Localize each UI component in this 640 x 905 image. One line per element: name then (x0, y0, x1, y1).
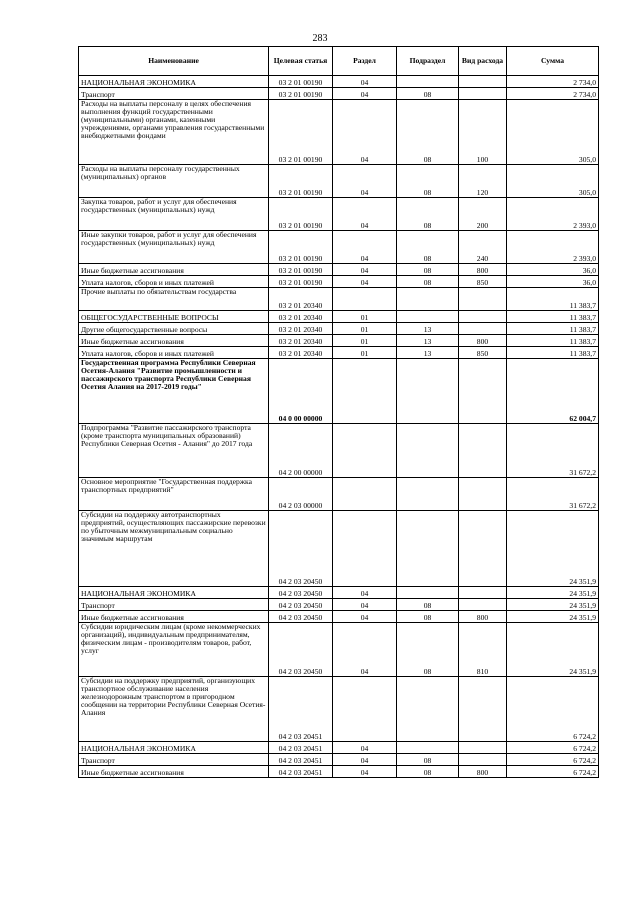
cell-type: 800 (459, 611, 507, 623)
cell-amount: 24 351,9 (507, 587, 599, 599)
cell-subsection: 08 (397, 165, 459, 198)
table-row (79, 335, 599, 347)
cell-section: 04 (333, 611, 397, 623)
table-row (79, 511, 599, 587)
cell-section: 04 (333, 587, 397, 599)
cell-type: 850 (459, 347, 507, 359)
cell-subsection: 08 (397, 611, 459, 623)
table-row (79, 623, 599, 677)
cell-section: 04 (333, 599, 397, 611)
cell-section: 01 (333, 347, 397, 359)
cell-name: Субсидии на поддержку автотранспортных предприятий, осуществляющих пассажирские перевозки по убыточным межмуниципальным социально значимым маршрутам (79, 511, 269, 587)
cell-section: 04 (333, 198, 397, 231)
cell-amount: 2 393,0 (507, 231, 599, 264)
cell-type: 800 (459, 766, 507, 778)
cell-code: 04 2 03 20451 (269, 766, 333, 778)
cell-code: 04 2 03 00000 (269, 478, 333, 511)
cell-type (459, 754, 507, 766)
cell-type (459, 478, 507, 511)
cell-type: 120 (459, 165, 507, 198)
table-row (79, 76, 599, 88)
cell-amount: 36,0 (507, 264, 599, 276)
cell-name: ОБЩЕГОСУДАРСТВЕННЫЕ ВОПРОСЫ (79, 311, 269, 323)
cell-name: Иные бюджетные ассигнования (79, 766, 269, 778)
cell-amount: 24 351,9 (507, 623, 599, 677)
cell-amount: 2 734,0 (507, 88, 599, 100)
cell-amount: 305,0 (507, 165, 599, 198)
cell-code: 03 2 01 00190 (269, 231, 333, 264)
cell-code: 04 2 03 20450 (269, 511, 333, 587)
cell-type (459, 677, 507, 742)
table-row (79, 611, 599, 623)
table-row (79, 288, 599, 311)
table-row (79, 231, 599, 264)
cell-subsection (397, 288, 459, 311)
header-type: Вид расхода (459, 47, 507, 76)
cell-section (333, 288, 397, 311)
cell-code: 03 2 01 20340 (269, 311, 333, 323)
cell-subsection (397, 677, 459, 742)
table-header-row (79, 47, 599, 76)
cell-name: Иные бюджетные ассигнования (79, 264, 269, 276)
cell-code: 04 2 03 20450 (269, 623, 333, 677)
cell-amount: 24 351,9 (507, 611, 599, 623)
cell-subsection: 08 (397, 766, 459, 778)
cell-amount: 11 383,7 (507, 347, 599, 359)
header-subsection: Подраздел (397, 47, 459, 76)
table-row (79, 165, 599, 198)
cell-amount: 6 724,2 (507, 754, 599, 766)
cell-section: 04 (333, 623, 397, 677)
cell-code: 03 2 01 20340 (269, 335, 333, 347)
cell-type (459, 511, 507, 587)
cell-name: Субсидии на поддержку предприятий, организующих транспортное обслуживание населения железнодорожным транспортом в пригородном сообщении на территории Республики Северная Осетия-Алания (79, 677, 269, 742)
cell-code: 03 2 01 00190 (269, 264, 333, 276)
cell-code: 04 0 00 00000 (269, 359, 333, 424)
cell-type (459, 288, 507, 311)
cell-amount: 11 383,7 (507, 288, 599, 311)
cell-type (459, 311, 507, 323)
cell-subsection (397, 511, 459, 587)
cell-amount: 2 393,0 (507, 198, 599, 231)
cell-type (459, 742, 507, 754)
cell-name: Транспорт (79, 88, 269, 100)
cell-code: 03 2 01 00190 (269, 276, 333, 288)
cell-amount: 11 383,7 (507, 311, 599, 323)
cell-type: 800 (459, 264, 507, 276)
cell-name: Расходы на выплаты персоналу в целях обеспечения выполнения функций государственными (муниципальными) органами, казенными учреждениями, органами управления государственными внебюджетными фондами (79, 100, 269, 165)
cell-section (333, 359, 397, 424)
cell-subsection (397, 359, 459, 424)
cell-name: Основное мероприятие "Государственная поддержка транспортных предприятий" (79, 478, 269, 511)
cell-subsection: 08 (397, 88, 459, 100)
cell-subsection: 08 (397, 100, 459, 165)
cell-subsection: 08 (397, 754, 459, 766)
cell-code: 03 2 01 00190 (269, 88, 333, 100)
cell-amount: 24 351,9 (507, 511, 599, 587)
cell-section: 04 (333, 754, 397, 766)
cell-section: 01 (333, 323, 397, 335)
cell-name: Субсидии юридическим лицам (кроме некоммерческих организаций), индивидуальным предпринимателям, физическим лицам - производителям товаров, работ, услуг (79, 623, 269, 677)
header-section: Раздел (333, 47, 397, 76)
cell-code: 03 2 01 00190 (269, 165, 333, 198)
cell-type: 810 (459, 623, 507, 677)
cell-name: Государственная программа Республики Северная Осетия-Алания "Развитие промышленности и пассажирского транспорта Республики Северная Осетия Алания на 2017-2019 годы" (79, 359, 269, 424)
cell-amount: 2 734,0 (507, 76, 599, 88)
cell-amount: 24 351,9 (507, 599, 599, 611)
cell-name: Уплата налогов, сборов и иных платежей (79, 276, 269, 288)
table-row (79, 587, 599, 599)
cell-type: 800 (459, 335, 507, 347)
cell-section (333, 478, 397, 511)
cell-section: 04 (333, 88, 397, 100)
budget-table (78, 46, 599, 778)
cell-subsection (397, 76, 459, 88)
cell-subsection (397, 424, 459, 478)
cell-amount: 6 724,2 (507, 742, 599, 754)
cell-code: 03 2 01 00190 (269, 76, 333, 88)
cell-code: 04 2 03 20451 (269, 742, 333, 754)
cell-code: 03 2 01 00190 (269, 198, 333, 231)
cell-code: 04 2 03 20451 (269, 677, 333, 742)
cell-type (459, 599, 507, 611)
cell-code: 04 2 03 20450 (269, 587, 333, 599)
cell-type (459, 76, 507, 88)
cell-type (459, 424, 507, 478)
cell-type: 200 (459, 198, 507, 231)
cell-section: 01 (333, 311, 397, 323)
cell-section: 04 (333, 276, 397, 288)
cell-amount: 36,0 (507, 276, 599, 288)
table-row (79, 599, 599, 611)
cell-amount: 62 004,7 (507, 359, 599, 424)
table-row (79, 88, 599, 100)
header-amount: Сумма (507, 47, 599, 76)
cell-subsection: 08 (397, 276, 459, 288)
cell-name: Иные закупки товаров, работ и услуг для обеспечения государственных (муниципальных) нужд (79, 231, 269, 264)
cell-subsection: 08 (397, 599, 459, 611)
cell-section (333, 424, 397, 478)
table-row (79, 754, 599, 766)
table-row (79, 424, 599, 478)
cell-section: 01 (333, 335, 397, 347)
cell-amount: 6 724,2 (507, 677, 599, 742)
cell-name: Транспорт (79, 754, 269, 766)
cell-subsection (397, 478, 459, 511)
cell-section (333, 511, 397, 587)
table-row (79, 323, 599, 335)
cell-code: 03 2 01 20340 (269, 347, 333, 359)
cell-name: НАЦИОНАЛЬНАЯ ЭКОНОМИКА (79, 742, 269, 754)
cell-subsection: 08 (397, 264, 459, 276)
cell-subsection: 08 (397, 198, 459, 231)
cell-section: 04 (333, 100, 397, 165)
table-row (79, 276, 599, 288)
cell-code: 04 2 03 20451 (269, 754, 333, 766)
cell-subsection (397, 311, 459, 323)
cell-name: Расходы на выплаты персоналу государственных (муниципальных) органов (79, 165, 269, 198)
cell-name: Другие общегосударственные вопросы (79, 323, 269, 335)
cell-type (459, 323, 507, 335)
cell-amount: 305,0 (507, 100, 599, 165)
table-row (79, 742, 599, 754)
cell-code: 04 2 03 20450 (269, 611, 333, 623)
cell-code: 03 2 01 20340 (269, 323, 333, 335)
cell-name: Уплата налогов, сборов и иных платежей (79, 347, 269, 359)
cell-subsection (397, 742, 459, 754)
page-number: 283 (312, 33, 328, 44)
cell-section: 04 (333, 165, 397, 198)
cell-type: 850 (459, 276, 507, 288)
cell-subsection: 13 (397, 347, 459, 359)
table-row (79, 311, 599, 323)
cell-name: Закупка товаров, работ и услуг для обеспечения государственных (муниципальных) нужд (79, 198, 269, 231)
header-name: Наименование (79, 47, 269, 76)
table-row (79, 359, 599, 424)
cell-name: Транспорт (79, 599, 269, 611)
cell-type: 100 (459, 100, 507, 165)
cell-section: 04 (333, 766, 397, 778)
table-row (79, 347, 599, 359)
cell-section (333, 677, 397, 742)
cell-subsection: 08 (397, 231, 459, 264)
cell-type (459, 359, 507, 424)
cell-amount: 31 672,2 (507, 478, 599, 511)
cell-section: 04 (333, 264, 397, 276)
cell-name: НАЦИОНАЛЬНАЯ ЭКОНОМИКА (79, 76, 269, 88)
table-row (79, 100, 599, 165)
table-row (79, 766, 599, 778)
cell-code: 04 2 03 20450 (269, 599, 333, 611)
cell-section: 04 (333, 742, 397, 754)
cell-subsection: 08 (397, 623, 459, 677)
table-body (79, 76, 599, 778)
cell-amount: 6 724,2 (507, 766, 599, 778)
cell-amount: 11 383,7 (507, 323, 599, 335)
cell-name: Подпрограмма "Развитие пассажирского транспорта (кроме транспорта муниципальных образований) Республики Северная Осетия - Алания" до 2017 года (79, 424, 269, 478)
cell-code: 04 2 00 00000 (269, 424, 333, 478)
header-code: Целевая статья (269, 47, 333, 76)
cell-code: 03 2 01 00190 (269, 100, 333, 165)
cell-subsection: 13 (397, 335, 459, 347)
table-row (79, 677, 599, 742)
cell-type (459, 587, 507, 599)
cell-section: 04 (333, 231, 397, 264)
cell-section: 04 (333, 76, 397, 88)
cell-amount: 11 383,7 (507, 335, 599, 347)
cell-name: Прочие выплаты по обязательствам государства (79, 288, 269, 311)
cell-code: 03 2 01 20340 (269, 288, 333, 311)
cell-type: 240 (459, 231, 507, 264)
cell-name: Иные бюджетные ассигнования (79, 611, 269, 623)
cell-type (459, 88, 507, 100)
table-row (79, 478, 599, 511)
table-row (79, 264, 599, 276)
cell-subsection (397, 587, 459, 599)
table-row (79, 198, 599, 231)
cell-amount: 31 672,2 (507, 424, 599, 478)
cell-name: Иные бюджетные ассигнования (79, 335, 269, 347)
cell-name: НАЦИОНАЛЬНАЯ ЭКОНОМИКА (79, 587, 269, 599)
cell-subsection: 13 (397, 323, 459, 335)
